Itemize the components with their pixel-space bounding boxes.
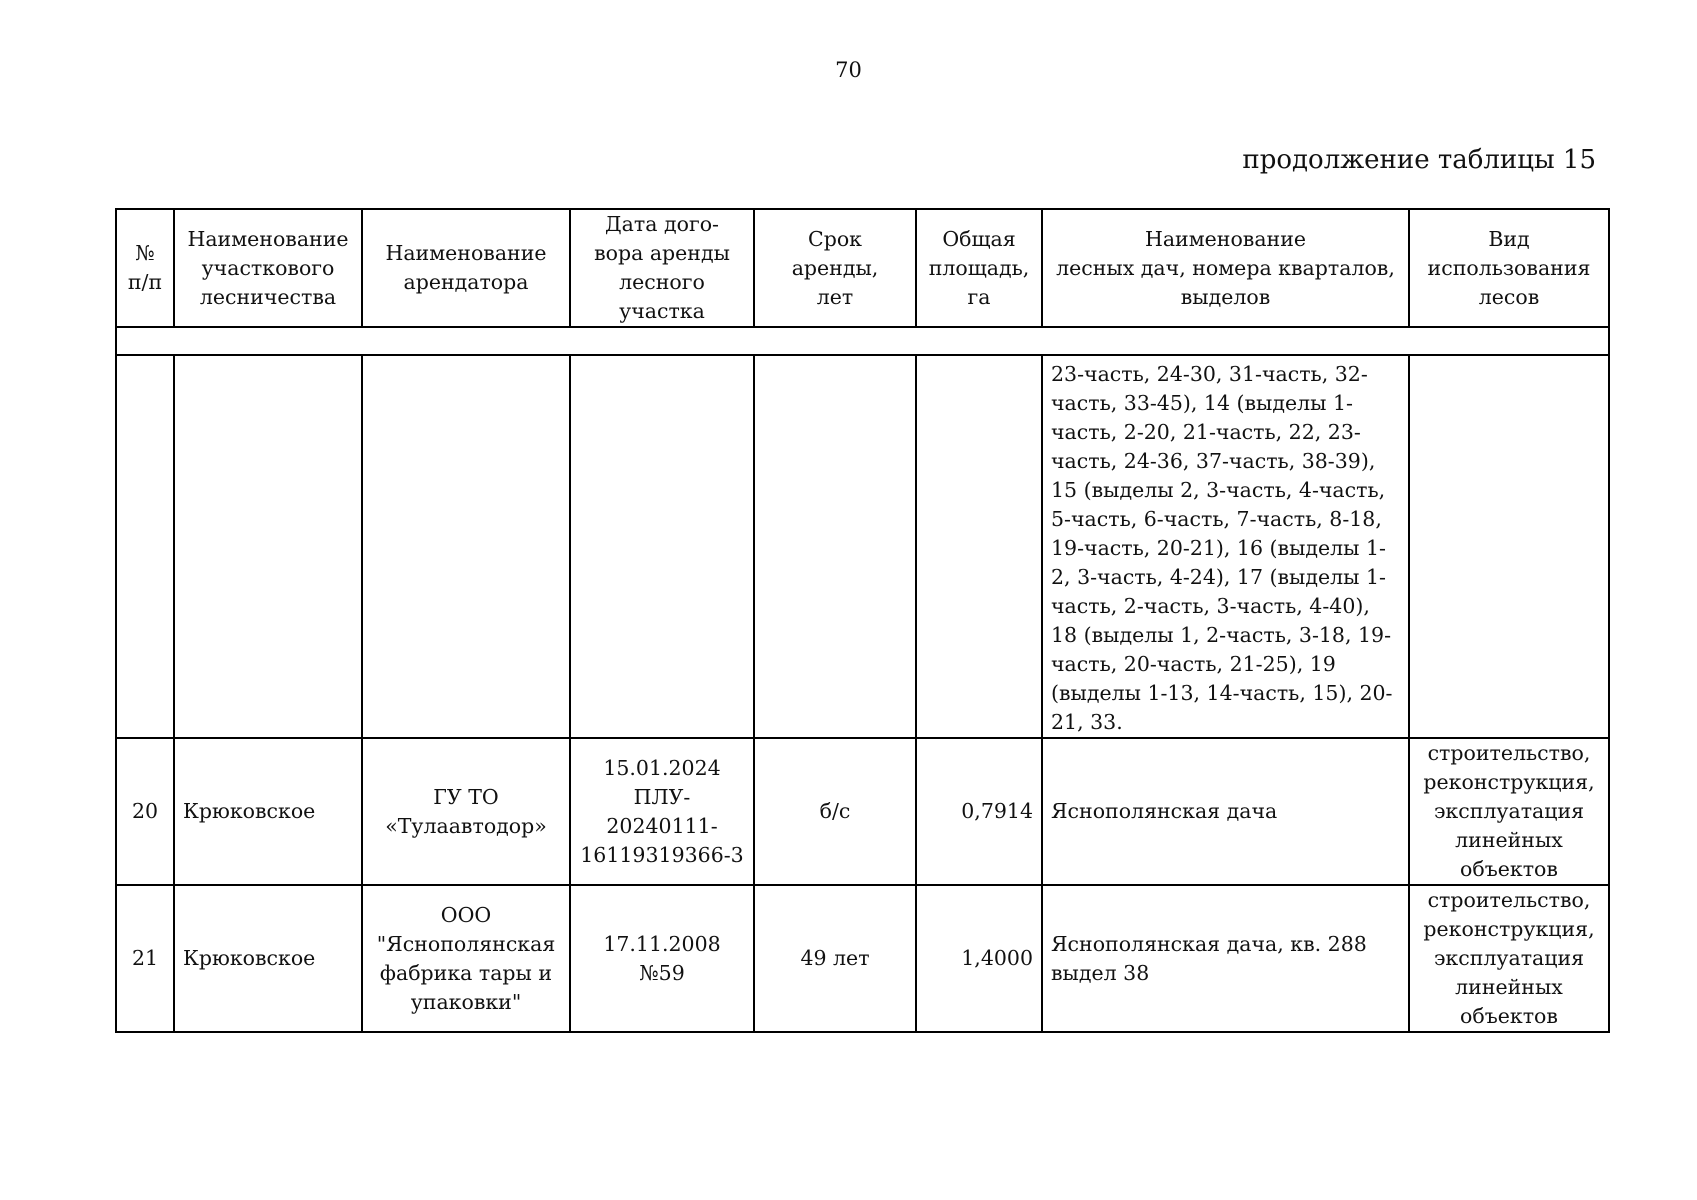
cell-lands: Яснополянская дача — [1042, 738, 1409, 885]
cell-contract: 15.01.2024 ПЛУ- 20240111- 16119319366-3 — [570, 738, 754, 885]
lease-table — [115, 208, 1610, 1033]
cell-empty — [116, 355, 174, 738]
header-lessee: Наименование арендатора — [362, 209, 570, 327]
cell-empty — [570, 355, 754, 738]
cell-forestry: Крюковское — [174, 738, 362, 885]
table-header-row — [116, 209, 1609, 327]
cell-area: 0,7914 — [916, 738, 1042, 885]
cell-usage: строительство, реконструкция, эксплуатация линейных объектов — [1409, 738, 1609, 885]
header-area: Общая площадь, га — [916, 209, 1042, 327]
header-lands: Наименование лесных дач, номера кварталов, выделов — [1042, 209, 1409, 327]
spacer-row — [116, 327, 1609, 355]
table-caption: продолжение таблицы 15 — [1242, 145, 1596, 175]
header-contract: Дата дого- вора аренды лесного участка — [570, 209, 754, 327]
table-row — [116, 738, 1609, 885]
cell-empty — [362, 355, 570, 738]
header-forestry: Наименование участкового лесничества — [174, 209, 362, 327]
cell-empty — [1409, 355, 1609, 738]
cell-contract: 17.11.2008 №59 — [570, 885, 754, 1032]
cell-no: 20 — [116, 738, 174, 885]
cell-lands: Яснополянская дача, кв. 288 выдел 38 — [1042, 885, 1409, 1032]
header-usage: Вид использования лесов — [1409, 209, 1609, 327]
cell-term: б/с — [754, 738, 916, 885]
cell-lessee: ГУ ТО «Тулаавтодор» — [362, 738, 570, 885]
cell-term: 49 лет — [754, 885, 916, 1032]
cell-lands-continuation: 23-часть, 24-30, 31-часть, 32-часть, 33-45), 14 (выделы 1-часть, 2-20, 21-часть, 22, 23-часть, 24-36, 37-часть, 38-39), 15 (выделы 2, 3-часть, 4-часть, 5-часть, 6-часть, 7-часть, 8-18, 19-часть, 20-21), 16 (выделы 1-2, 3-часть, 4-24), 17 (выделы 1-часть, 2-часть, 3-часть, 4-40), 18 (выделы 1, 2-часть, 3-18, 19-часть, 20-часть, 21-25), 19 (выделы 1-13, 14-часть, 15), 20-21, 33. — [1042, 355, 1409, 738]
cell-no: 21 — [116, 885, 174, 1032]
header-no: № п/п — [116, 209, 174, 327]
table-row — [116, 885, 1609, 1032]
spacer-cell — [116, 327, 1609, 355]
cell-area: 1,4000 — [916, 885, 1042, 1032]
cell-forestry: Крюковское — [174, 885, 362, 1032]
cell-empty — [754, 355, 916, 738]
cell-empty — [916, 355, 1042, 738]
page-number: 70 — [835, 58, 862, 82]
cell-lessee: ООО "Яснополянская фабрика тары и упаковки" — [362, 885, 570, 1032]
header-term: Срок аренды, лет — [754, 209, 916, 327]
cell-empty — [174, 355, 362, 738]
cell-usage: строительство, реконструкция, эксплуатация линейных объектов — [1409, 885, 1609, 1032]
continuation-row — [116, 355, 1609, 738]
